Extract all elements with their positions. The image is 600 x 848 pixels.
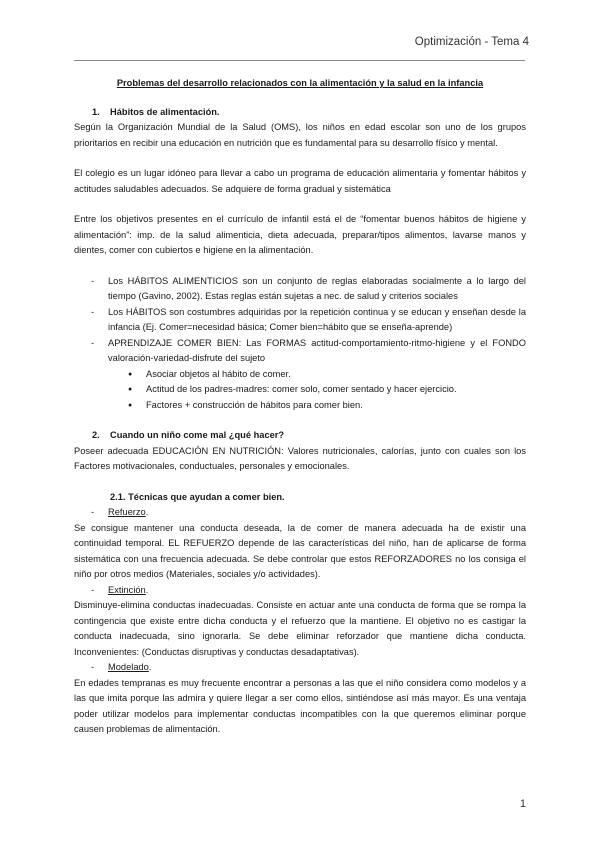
list-item-text: APRENDIZAJE COMER BIEN: Las FORMAS actitud-comportamiento-ritmo-higiene y el FONDO valoración-variedad-disfrute del sujeto — [108, 337, 526, 363]
sub-list-item: ● Factores + construcción de hábitos para comer bien. — [146, 398, 526, 414]
list-item: - Los HÁBITOS son costumbres adquiridas por la repetición continua y se educan y enseñan desde la infancia (Ej. Comer=necesidad básica; Comer bien=hábito que se enseña-aprende) — [108, 305, 526, 336]
section-2-heading — [74, 428, 526, 444]
sub-list-item: ● Actitud de los padres-madres: comer solo, comer sentado y hacer ejercicio. — [146, 382, 526, 398]
paragraph: Poseer adecuada EDUCACIÓN EN NUTRICIÓN: Valores nutricionales, calorías, junto con cuales son los Factores motivacionales, conductuales, personales y emocionales. — [74, 445, 526, 471]
page-header: Optimización - Tema 4 — [414, 36, 529, 48]
section-2-heading-text: Cuando un niño come mal ¿qué hacer? — [110, 430, 285, 440]
header-divider — [74, 60, 525, 61]
section-1-heading-text: Hábitos de alimentación. — [110, 106, 220, 117]
section-2-number: 2. — [92, 430, 100, 440]
technique-label-modelado: - Modelado. — [74, 660, 526, 676]
page-number: 1 — [519, 798, 526, 810]
paragraph: En edades tempranas es muy frecuente encontrar a personas a las que el niño considera como modelos y a las que imita porque las admira y quiere llegar a ser como ellos, sintiéndose así más mayor. Es una ventaja poder utilizar modelos para implementar conductas incompatibles con la que queremos eliminar porque causen problemas de alimentación. — [74, 677, 526, 734]
technique-label-refuerzo: - Refuerzo. — [74, 505, 526, 521]
section-2-1-heading: 2.1. Técnicas que ayudan a comer bien. — [110, 491, 285, 502]
paragraph: Se consigue mantener una conducta deseada, la de comer de manera adecuada ha de existir una continuidad temporal. EL REFUERZO depende de las características del niño, han de aplicarse de forma sistemática con una frecuencia adecuada. Se debe controlar que estos REFORZADORES no los consiga el niño por otros medios (Materiales, sociales y/o actividades). — [74, 522, 526, 579]
paragraph: Entre los objetivos presentes en el currículo de infantil está el de “fomentar buenos hábitos de higiene y alimentación”: imp. de la salud alimenticia, dieta adecuada, preparar/tipos alimentos, lavarse manos y dientes, comer con cubiertos e higiene en la alimentación. — [74, 214, 526, 255]
list-item — [108, 336, 526, 414]
section-1-number: 1. — [92, 106, 100, 117]
sub-list-item: ● Asociar objetos al hábito de comer. — [146, 367, 526, 383]
document-body — [74, 76, 526, 738]
paragraph: Según la Organización Mundial de la Salud (OMS), los niños en edad escolar son uno de los grupos prioritarios en recibir una educación en nutrición que es fundamental para su desarrollo físico y mental. — [74, 122, 526, 148]
paragraph: El colegio es un lugar idóneo para llevar a cabo un programa de educación alimentaria y fomentar hábitos y actitudes saludables adecuados. Se adquiere de forma gradual y sistemática — [74, 168, 526, 194]
habits-list — [74, 274, 526, 414]
sub-list — [108, 367, 526, 414]
document-title: Problemas del desarrollo relacionados con la alimentación y la salud en la infancia — [116, 78, 484, 88]
list-item: - Los HÁBITOS ALIMENTICIOS son un conjunto de reglas elaboradas socialmente a lo largo del tiempo (Gavino, 2002). Estas reglas están sujetas a nec. de salud y criterios sociales — [108, 274, 526, 305]
technique-label-extincion: - Extinción. — [74, 583, 526, 599]
paragraph: Disminuye-elimina conductas inadecuadas. Consiste en actuar ante una conducta de forma que se rompa la contingencia que existe entre dicha conducta y el refuerzo que la mantiene. El objetivo no es castigar la conducta inadecuada, sino ignorarla. Se debe eliminar reforzador que mantiene dicha conducta. Inconvenientes: (Conductas disruptivas y conductas desadaptativas). — [74, 600, 526, 657]
section-1-heading — [74, 105, 526, 121]
